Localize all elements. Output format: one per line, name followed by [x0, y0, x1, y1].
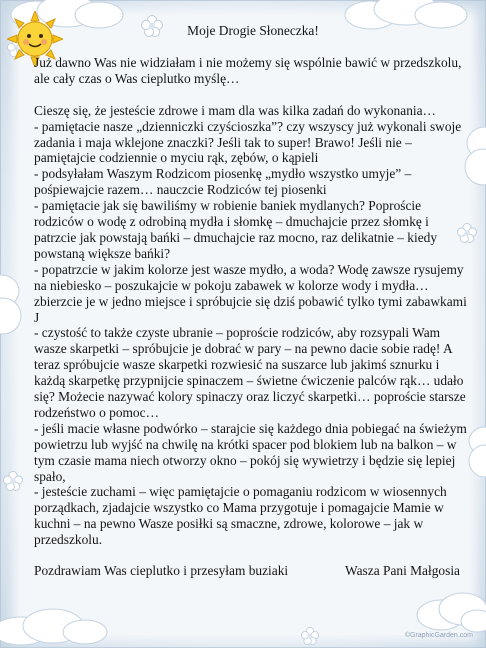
list-item: - jesteście zuchami – więc pamiętajcie o pomaganiu rodzicom w wiosennych porządkach, zjadajcie wszystko co Mama przygotuje i pomagajcie Mamie w kuchni – na pewno Wasze posiłki są smaczne, zdrowe, kolorowe – jak w przedszkolu. [34, 484, 447, 548]
list-item: - popatrzcie w jakim kolorze jest wasze mydło, a woda? Wodę zawsze rysujemy na niebiesko – poszukajcie w pokoju zabawek w kolorze wody i mydła… zbierzcie je w jedno miejsce i spróbujcie się dziś pobawić tylko tymi zabawkami J [34, 261, 467, 325]
cloud-icon [411, 587, 486, 637]
tasks-intro: Cieszę się, że jesteście zdrowe i mam dla was kilka zadań do wykonania… [34, 102, 436, 118]
list-item: - jeśli macie własne podwórko – starajcie się każdego dnia pobiegać na świeżym powietrzu lub wyjść na chwilę na krótki spacer pod blokiem lub na balkon – w tym czasie mama niech otworzy okno – pokój się wywietrzy i będzie się lepiej spało, [34, 420, 467, 484]
cloud-icon [0, 606, 111, 651]
signature: Wasza Pani Małgosia [345, 563, 460, 579]
list-item: - czystość to także czyste ubranie – poproście rodziców, aby rozsypali Wam wasze skarpetki – spróbujcie je dobrać w pary – na pewno dacie sobie radę! A teraz spróbujcie wasze skarpetki rozwiesić na suszarce lub jakimś sznurku i każdą skarpetkę przypnijcie spinaczem – świetne ćwiczenie palców rąk… udało się? Możecie nazywać kolory spinaczy oraz liczyć skarpetki… poproście starsze rodzeństwo o pomoc… [34, 325, 466, 420]
list-item: - podsyłałam Waszym Rodzicom piosenkę „mydło wszystko umyje” – pośpiewajcie razem… nauczcie Rodziców tej piosenki [34, 166, 412, 198]
letter-intro: Już dawno Was nie widziałam i nie możemy się wspólnie bawić w przedszkolu, ale cały czas o Was cieplutko myślę… [34, 54, 462, 86]
greeting: Pozdrawiam Was cieplutko i przesyłam buziaki [34, 563, 289, 579]
letter-body [34, 23, 472, 579]
flower-icon [301, 627, 319, 645]
cloud-icon [0, 271, 23, 341]
flower-icon [3, 471, 23, 491]
list-item: - pamiętacie nasze „dzienniczki czyścioszka”? czy wszyscy już wykonali swoje zadania i maja wklejone znaczki? Jeśli tak to super! Brawo! Jeśli nie – pamiętajcie codziennie o myciu rąk, zębów, o kąpieli [34, 118, 462, 166]
watermark: ©GraphicGarden.com [404, 632, 473, 639]
list-item: - pamiętacie jak się bawiliśmy w robienie baniek mydlanych? Poproście rodziców o wodę z odrobiną mydła i słomkę – dmuchajcie przez słomkę i patrzcie jak powstają bańki – dmuchajcie raz mocno, raz delikatnie – kiedy powstaną większe bańki? [34, 198, 438, 261]
letter-title: Moje Drogie Słoneczka! [187, 23, 319, 38]
closing-line [34, 563, 472, 579]
